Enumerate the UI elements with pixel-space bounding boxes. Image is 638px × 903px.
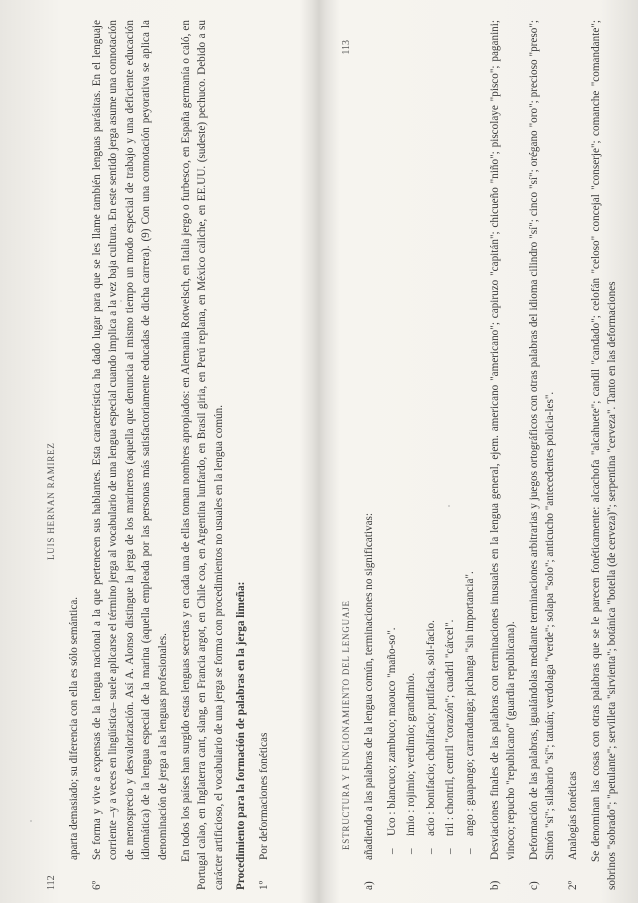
suffix-uco: Uco : blancuco; zambuco; maouco "maño-so". [385,627,398,836]
item-a-text: añadiendo a las palabras de la lengua común, terminaciones no significativas: [363,512,375,860]
section-heading: Procedimiento para la formación de palabras en la jerga limeña: [235,581,248,890]
item-1-text: Por deformaciones fonéticas [257,732,270,860]
suffix-imio: imio : rojimio; verdimio; grandimio. [405,672,418,836]
right-running-head [341,20,355,890]
item-2 [565,20,582,890]
scan-speck [30,820,32,822]
left-page [40,20,310,890]
list-item: – ango : guapango; carrandanga; pichanga "sin importancia". [462,20,479,854]
right-running-title: ESTRUCTURA Y FUNCIONAMIENTO DEL LENGUAJE [341,600,351,850]
right-page-number: 113 [341,40,352,55]
item-1 [256,20,273,890]
item-a [361,20,378,890]
continued-text: aparta demasiado; su diferencia con ella es sólo semántica. [68,596,80,860]
item-6-mark: 6º [90,880,103,890]
item-1-mark: 1º [257,880,270,890]
paragraph-lenguas-secretas: En todos los países han surgido estas lenguas secretas y en cada una de ellas toman nombres apropiados: en Alemania Rotwelsch, en Italia jergo o furbesco, en España germanía o caló, en Portugal calao, en Inglaterra cant, slang, en Francia argot, en Chile coa, en Argentina lunfardo, en Brasil giria, en Perú replana, en México caliche, en EE.UU. (sudeste) pechuco. Debido a su carácter artificioso, el vocabulario de una jerga se forma con procedimientos no usuales en la lengua común. [179,20,225,890]
right-page-body [361,20,619,890]
item-b-mark: b) [488,880,501,890]
item-c [526,20,559,890]
item-2-mark: 2º [566,880,579,890]
item-b [487,20,520,890]
item-c-mark: c) [527,881,540,890]
suffix-acio: acio : bonifacio; cholifacio; putifacia, soli-facio. [424,620,437,836]
item-6 [89,20,172,890]
item-c-text: Deformación de las palabras, igualándolas mediante terminaciones arbitrarias y juegos ortográficos con otras palabras del idioma cilindro "sí"; cinco "sí"; orégano "oro"; precioso "preso"; Simón "sí"; silabario "sí"; tatuán; verdolaga "verde"; solapa "solo"; anticucho "antecedentes policia-les". [527,20,557,860]
suffix-ango: ango : guapango; carrandanga; pichanga "sin importancia". [463,571,476,836]
scan-speck [120,300,122,302]
paragraph-analogias: Se denominan las cosas con otras palabras que se le parecen fonéticamente: alcachofa "alcahuete"; candil "candado"; celofán "celoso" concejal "conserje"; comanche "comandante"; sobrinos "sobrado"; "petulante"; servilleta "sirvienta"; botánica "botella (de cerveza)"; serpentina "cerveza". Tanto en las deformaciones [589,20,619,890]
left-running-head [46,20,60,890]
scan-speck [448,505,450,507]
item-a-mark: a) [363,881,375,890]
item-2-text: Analogías fonéticas [566,771,579,860]
suffix-tril: tril : chontril, centril "corazón"; cuadril "cárcel". [444,619,457,836]
left-running-title: LUIS HERNAN RAMIREZ [46,442,56,560]
list-item: – tril : chontril, centril "corazón"; cuadril "cárcel". [442,20,459,854]
left-page-body [66,20,310,890]
right-page [335,20,619,890]
list-item: – imio : rojimio; verdimio; grandimio. [403,20,420,854]
item-6-text: Se forma y vive a expensas de la lengua nacional a la que pertenecen sus hablantes. Esta característica ha dado lugar para que se les llame también lenguas parásitas. En el lenguaje corriente –y a veces en lingüística– suele aplicarse el término jerga al vocabulario de una lengua especial cuando implica a la vez baja cultura. En este sentido jerga asume una connotación de menosprecio y desvalorización. Así A. Alonso distingue la jerga de los marineros (aquella que denuncia al mismo tiempo un modo especial de trabajo y una deficiente educación idiomática) de la lengua especial de la marina (aquella empleada por las personas más satisfactoriamente educadas de dicha carrera). (9) Con una connotación peyorativa se aplica la denominación de jerga a las lenguas profesionales. [90,20,169,860]
list-item: – Uco : blancuco; zambuco; maouco "maño-so". [384,20,401,854]
left-page-number: 112 [46,875,57,890]
item-b-text: Desviaciones finales de las palabras con terminaciones inusuales en la lengua general, ejem. americano "americano"; capiruzo "capitán"; chicueño "niño"; piscolaye "pisco"; paganini; vinoco; repucho "republicano" (guardia republicana). [488,20,518,860]
list-item: – acio : bonifacio; cholifacio; putifacia, soli-facio. [423,20,440,854]
